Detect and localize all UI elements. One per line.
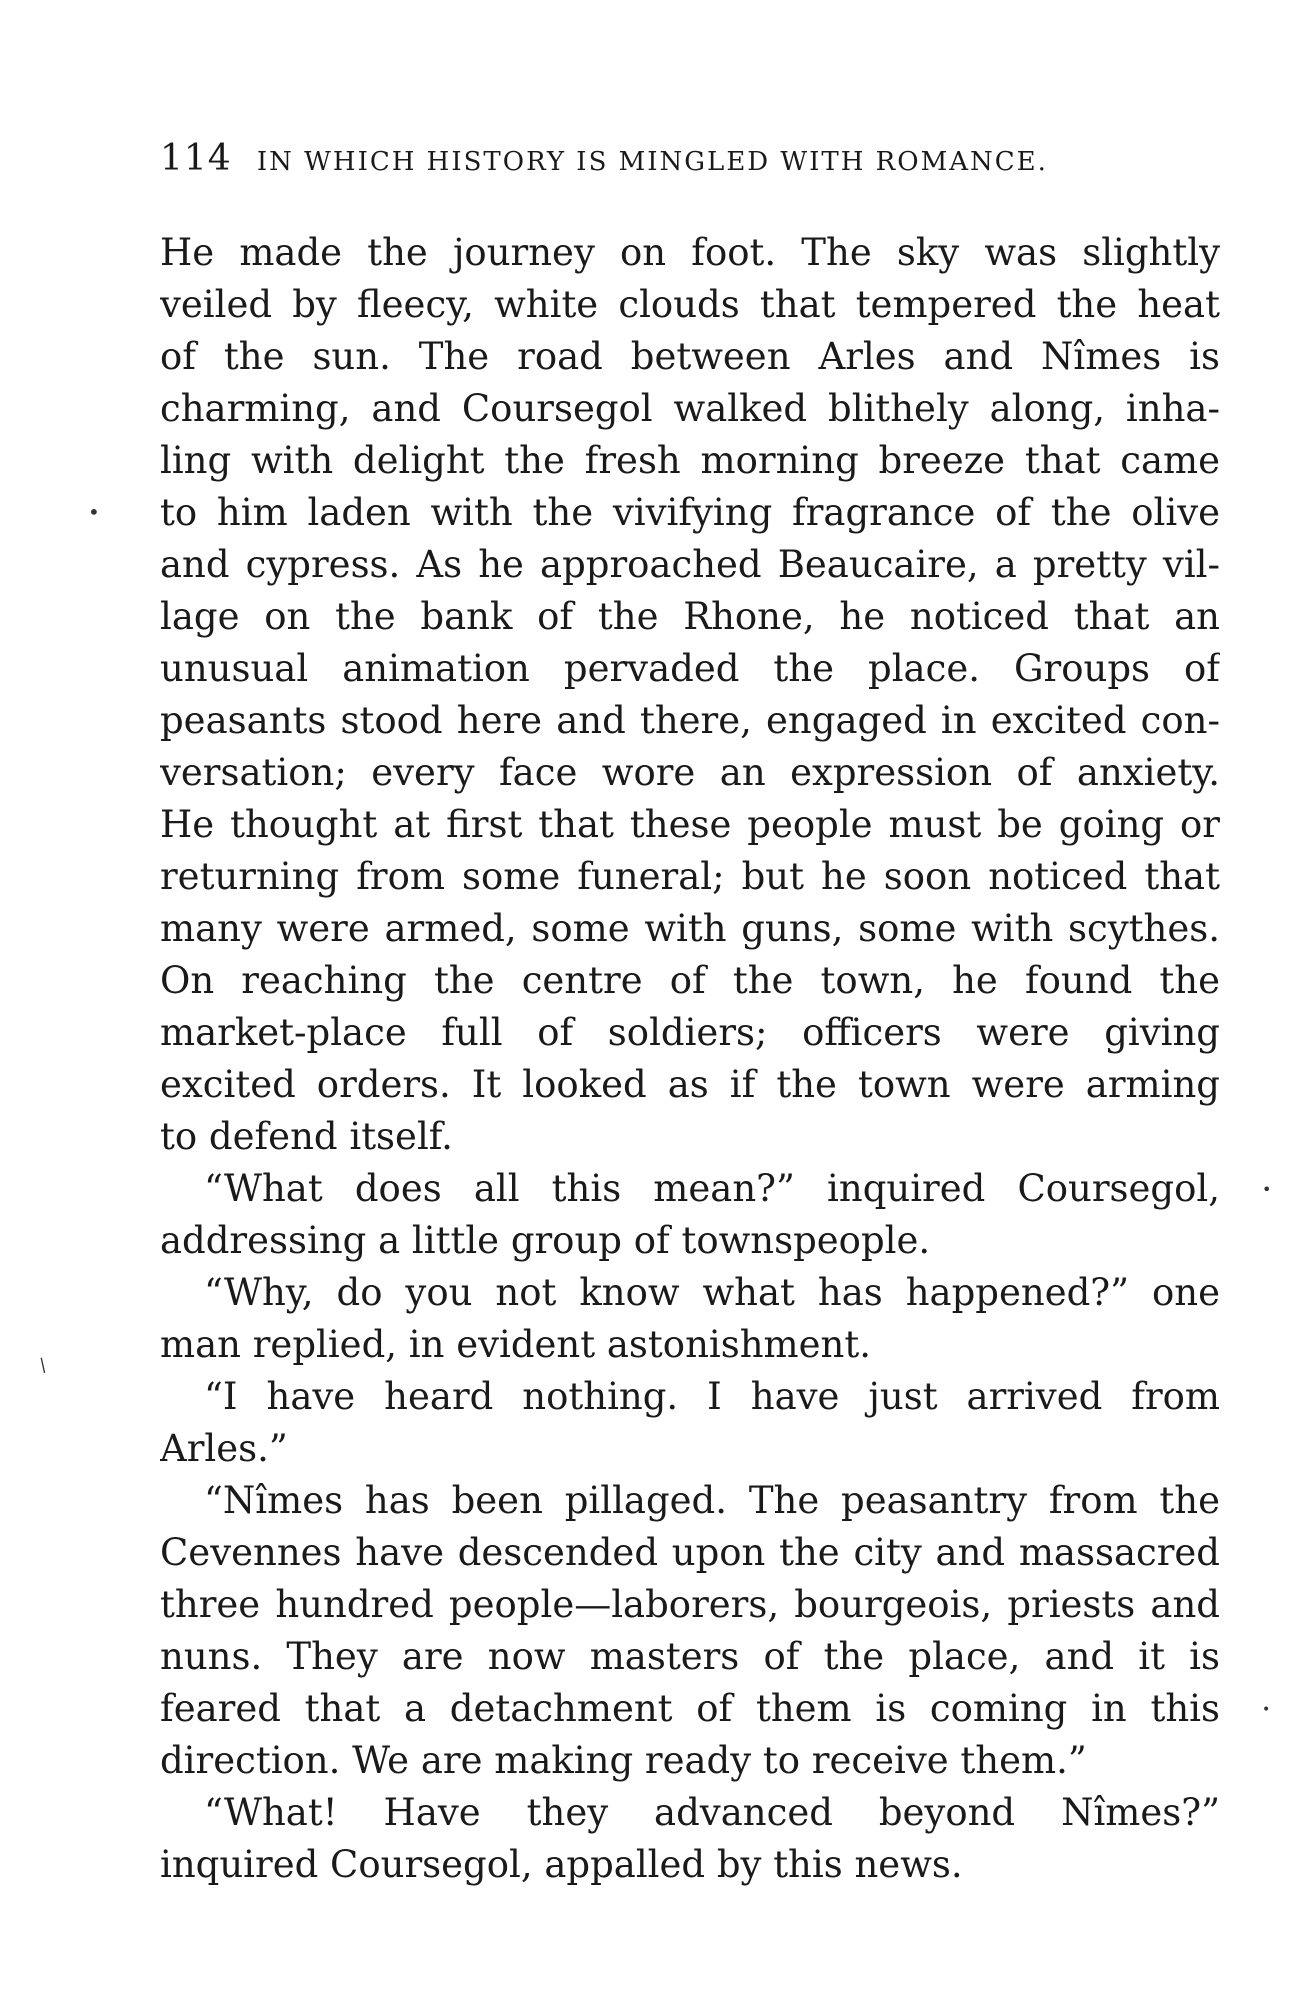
text-line: many were armed, some with guns, some with scythes. xyxy=(160,907,1220,950)
text-line: excited orders. It looked as if the town were arming xyxy=(160,1063,1220,1106)
text-line: ling with delight the fresh morning breeze that came xyxy=(160,439,1220,482)
text-line: to defend itself. xyxy=(160,1115,453,1158)
text-line: three hundred people—laborers, bourgeois, priests and xyxy=(160,1583,1220,1626)
text-line: lage on the bank of the Rhone, he noticed that an xyxy=(160,595,1220,638)
text-line: On reaching the centre of the town, he found the xyxy=(160,959,1220,1002)
page-number: 114 xyxy=(160,138,232,179)
text-line: addressing a little group of townspeople. xyxy=(160,1219,931,1262)
text-line: direction. We are making ready to receive them.” xyxy=(160,1739,1087,1782)
text-line: Cevennes have descended upon the city and massacred xyxy=(160,1531,1220,1574)
text-line: charming, and Coursegol walked blithely along, inha- xyxy=(160,387,1220,430)
text-line: and cypress. As he approached Beaucaire, a pretty vil- xyxy=(160,543,1220,586)
text-line: of the sun. The road between Arles and Nîmes is xyxy=(160,335,1220,378)
text-line: market-place full of soldiers; officers were giving xyxy=(160,1011,1220,1054)
running-head xyxy=(160,138,1220,179)
text-line: versation; every face wore an expression of anxiety. xyxy=(160,751,1220,794)
text-line: He thought at first that these people must be going or xyxy=(160,803,1220,846)
running-title: IN WHICH HISTORY IS MINGLED WITH ROMANCE. xyxy=(256,147,1048,177)
text-line: “Nîmes has been pillaged. The peasantry from the xyxy=(204,1479,1220,1522)
text-line: to him laden with the vivifying fragrance of the olive xyxy=(160,491,1220,534)
text-line: He made the journey on foot. The sky was slightly xyxy=(160,231,1220,274)
text-line: “Why, do you not know what has happened?” one xyxy=(204,1271,1220,1314)
text-line: nuns. They are now masters of the place, and it is xyxy=(160,1635,1220,1678)
text-line: “I have heard nothing. I have just arrived from xyxy=(204,1375,1220,1418)
text-line: inquired Coursegol, appalled by this news. xyxy=(160,1843,963,1886)
text-line: returning from some funeral; but he soon noticed that xyxy=(160,855,1220,898)
margin-speck-mark: • xyxy=(1262,1702,1271,1718)
text-line: Arles.” xyxy=(160,1427,288,1470)
margin-dot-mark: • xyxy=(88,500,100,524)
text-line: “What does all this mean?” inquired Coursegol, xyxy=(204,1167,1220,1210)
body-text xyxy=(160,227,1220,1891)
text-line: feared that a detachment of them is coming in this xyxy=(160,1687,1220,1730)
text-line: “What! Have they advanced beyond Nîmes?” xyxy=(204,1791,1220,1834)
text-line: man replied, in evident astonishment. xyxy=(160,1323,871,1366)
text-line: veiled by fleecy, white clouds that tempered the heat xyxy=(160,283,1220,326)
text-line: unusual animation pervaded the place. Groups of xyxy=(160,647,1220,690)
margin-speck-mark: • xyxy=(1262,1180,1272,1199)
text-line: peasants stood here and there, engaged in excited con- xyxy=(160,699,1220,742)
margin-tick-mark: / xyxy=(35,1354,51,1377)
